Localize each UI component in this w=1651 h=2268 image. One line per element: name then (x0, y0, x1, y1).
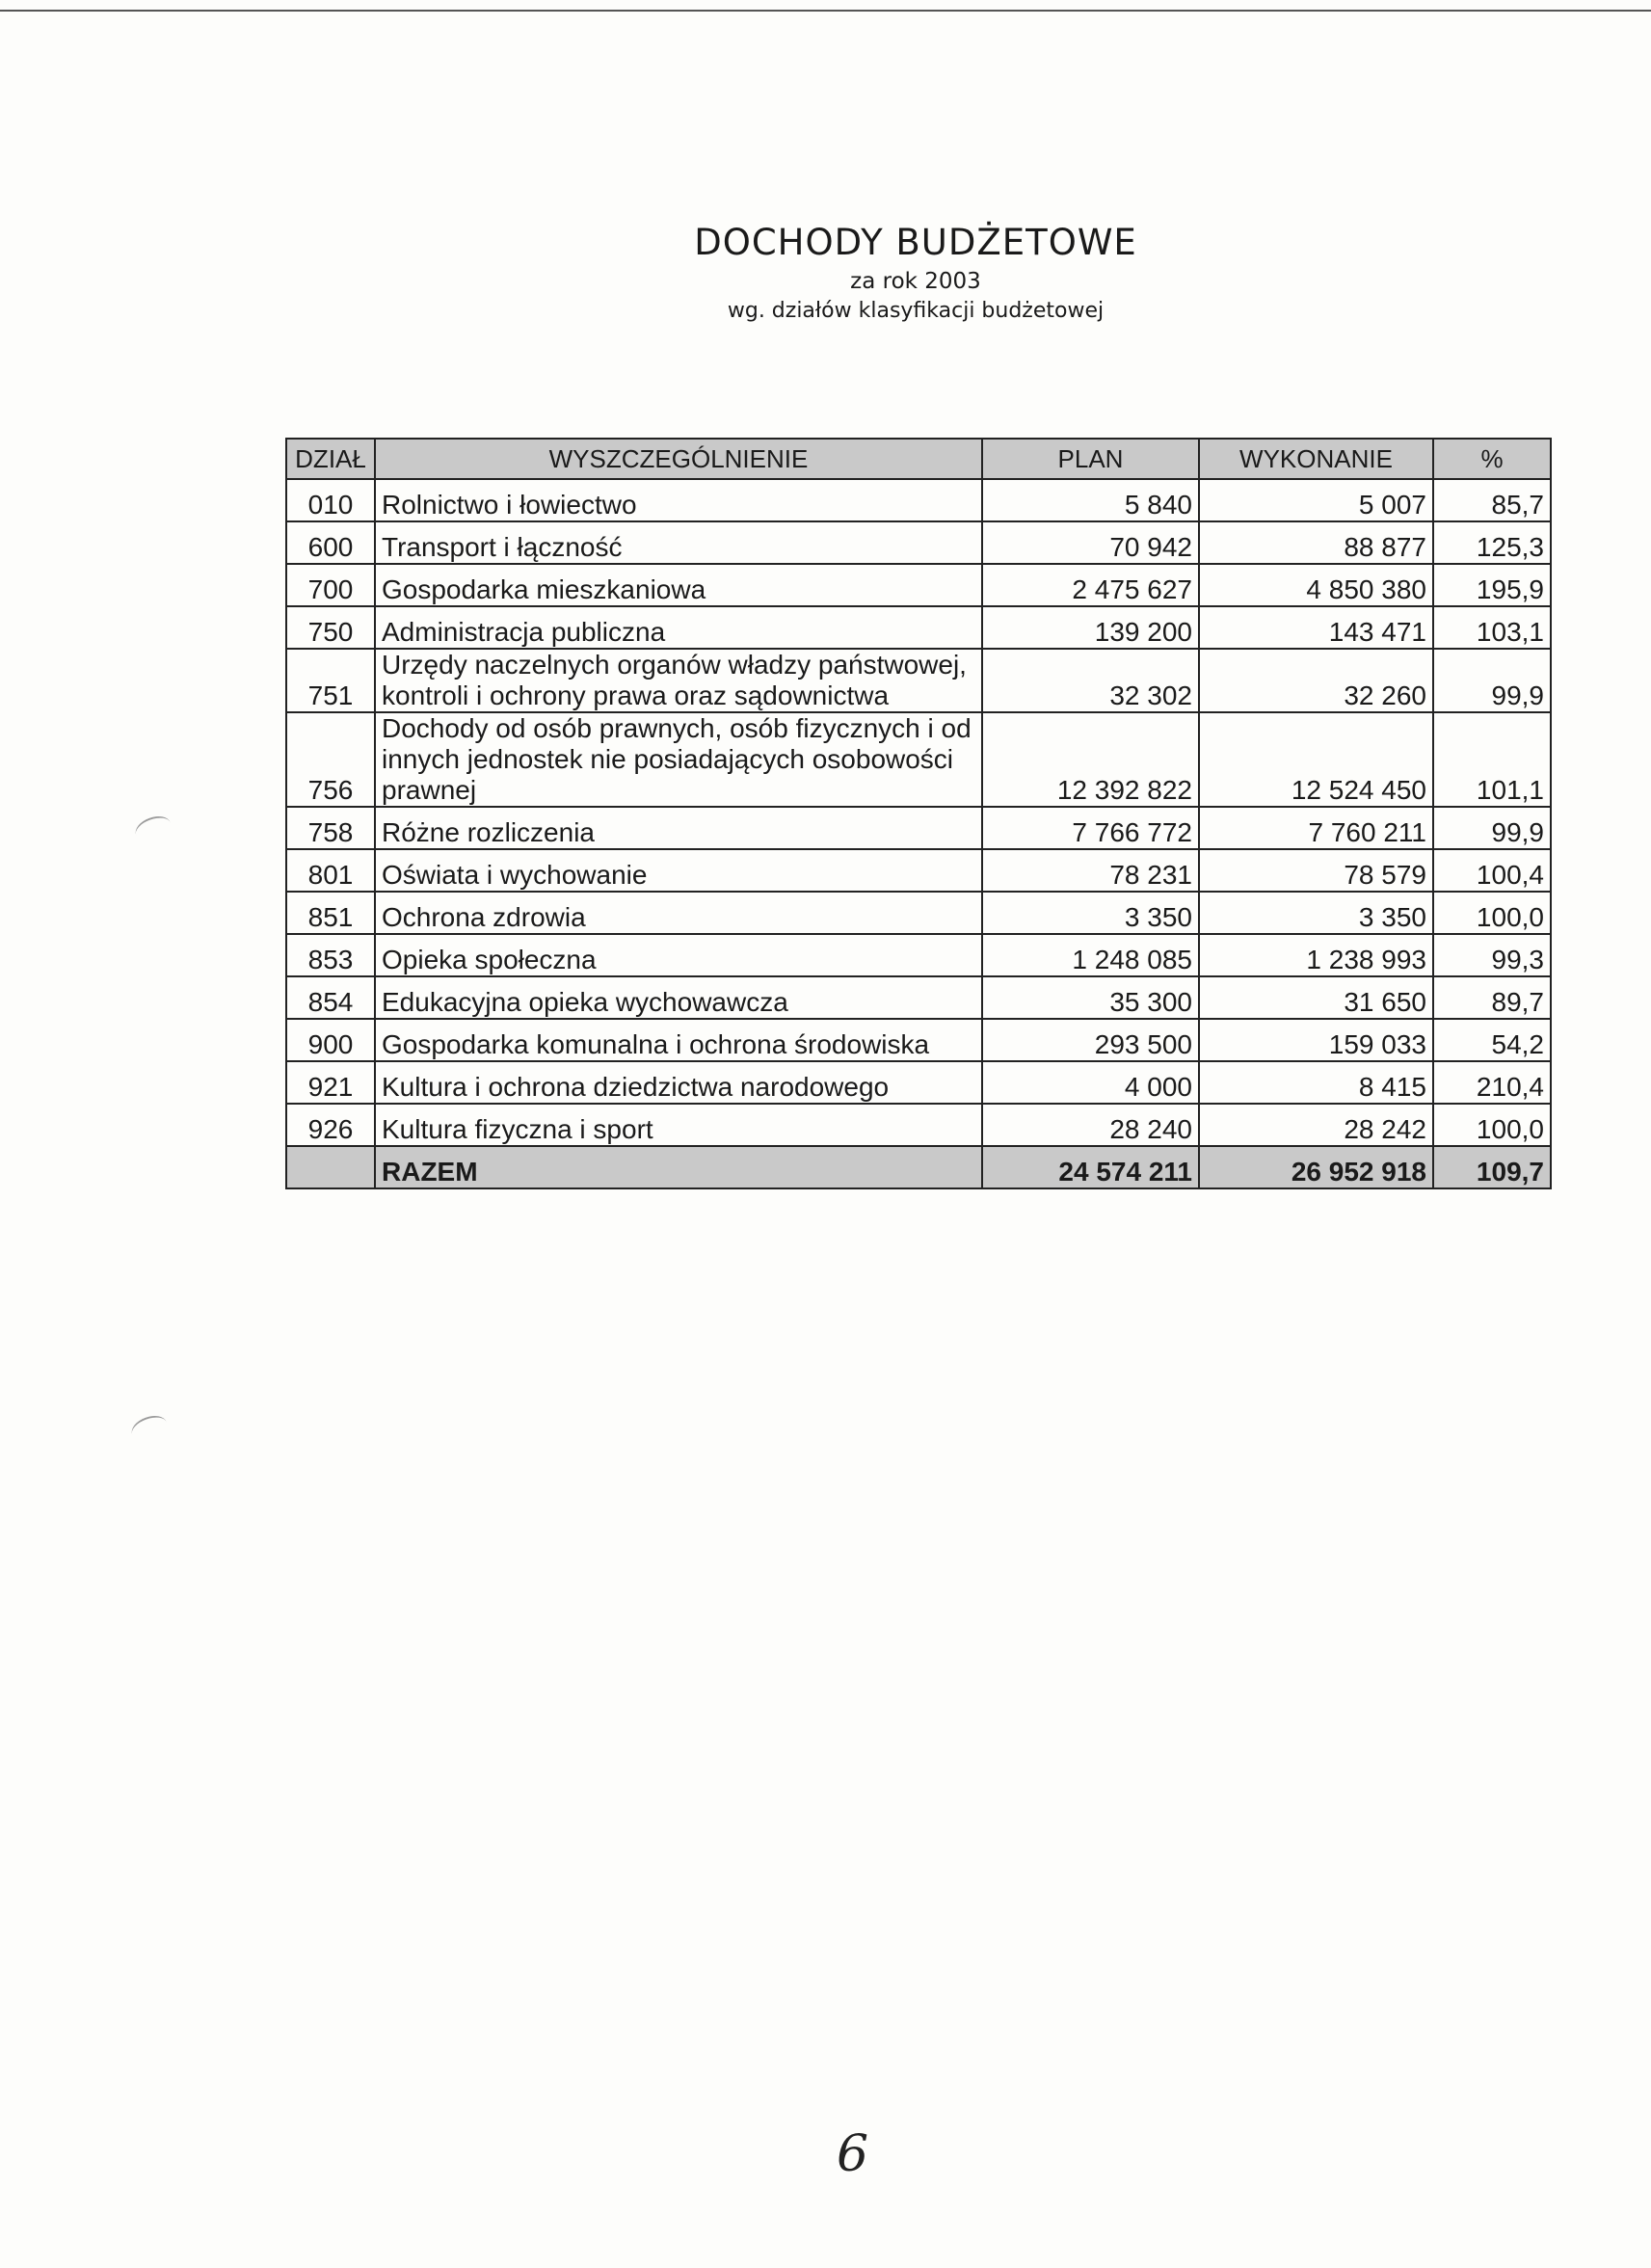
row-plan: 3 350 (982, 892, 1199, 934)
total-wykonanie: 26 952 918 (1199, 1146, 1433, 1188)
row-code: 801 (286, 849, 375, 892)
row-description: Ochrona zdrowia (375, 892, 982, 934)
document-heading (0, 220, 1651, 326)
total-row (286, 1146, 1551, 1188)
table-header-row (286, 439, 1551, 479)
document-title: DOCHODY BUDŻETOWE (694, 222, 1137, 263)
row-description: Różne rozliczenia (375, 807, 982, 849)
row-description: Edukacyjna opieka wychowawcza (375, 976, 982, 1019)
row-plan: 7 766 772 (982, 807, 1199, 849)
row-plan: 78 231 (982, 849, 1199, 892)
column-header-wykonanie: WYKONANIE (1199, 439, 1433, 479)
row-plan: 293 500 (982, 1019, 1199, 1061)
table-row (286, 976, 1551, 1019)
row-percent: 99,9 (1433, 649, 1551, 712)
row-plan: 32 302 (982, 649, 1199, 712)
row-code: 926 (286, 1104, 375, 1146)
table-row (286, 712, 1551, 807)
column-header-plan: PLAN (982, 439, 1199, 479)
row-percent: 100,0 (1433, 892, 1551, 934)
row-wykonanie: 159 033 (1199, 1019, 1433, 1061)
table-row (286, 849, 1551, 892)
row-percent: 210,4 (1433, 1061, 1551, 1104)
column-header-percent: % (1433, 439, 1551, 479)
row-code: 853 (286, 934, 375, 976)
row-description: Dochody od osób prawnych, osób fizycznych i od innych jednostek nie posiadających osobowości prawnej (375, 712, 982, 807)
row-wykonanie: 143 471 (1199, 606, 1433, 649)
row-wykonanie: 28 242 (1199, 1104, 1433, 1146)
row-description: Oświata i wychowanie (375, 849, 982, 892)
row-code: 854 (286, 976, 375, 1019)
table-row (286, 1061, 1551, 1104)
row-plan: 5 840 (982, 479, 1199, 521)
table-row (286, 934, 1551, 976)
row-wykonanie: 7 760 211 (1199, 807, 1433, 849)
scan-mark (128, 1411, 171, 1446)
row-code: 010 (286, 479, 375, 521)
row-wykonanie: 3 350 (1199, 892, 1433, 934)
table-row (286, 606, 1551, 649)
row-percent: 85,7 (1433, 479, 1551, 521)
row-plan: 4 000 (982, 1061, 1199, 1104)
table-row (286, 564, 1551, 606)
row-percent: 100,0 (1433, 1104, 1551, 1146)
row-wykonanie: 8 415 (1199, 1061, 1433, 1104)
row-percent: 195,9 (1433, 564, 1551, 606)
table-row (286, 1104, 1551, 1146)
table-row (286, 1019, 1551, 1061)
row-code: 751 (286, 649, 375, 712)
row-code: 851 (286, 892, 375, 934)
total-plan: 24 574 211 (982, 1146, 1199, 1188)
row-description: Gospodarka komunalna i ochrona środowiska (375, 1019, 982, 1061)
row-percent: 103,1 (1433, 606, 1551, 649)
row-percent: 89,7 (1433, 976, 1551, 1019)
scan-mark (132, 812, 174, 846)
row-wykonanie: 32 260 (1199, 649, 1433, 712)
row-plan: 35 300 (982, 976, 1199, 1019)
row-plan: 2 475 627 (982, 564, 1199, 606)
table-row (286, 479, 1551, 521)
top-rule (0, 10, 1651, 12)
row-wykonanie: 12 524 450 (1199, 712, 1433, 807)
row-description: Gospodarka mieszkaniowa (375, 564, 982, 606)
row-wykonanie: 78 579 (1199, 849, 1433, 892)
row-percent: 99,9 (1433, 807, 1551, 849)
row-wykonanie: 31 650 (1199, 976, 1433, 1019)
total-percent: 109,7 (1433, 1146, 1551, 1188)
row-percent: 101,1 (1433, 712, 1551, 807)
row-description: Urzędy naczelnych organów władzy państwowej, kontroli i ochrony prawa oraz sądownictwa (375, 649, 982, 712)
budget-table (285, 438, 1552, 1189)
table-row (286, 649, 1551, 712)
row-percent: 100,4 (1433, 849, 1551, 892)
row-code: 756 (286, 712, 375, 807)
table-body (286, 479, 1551, 1188)
row-code: 600 (286, 521, 375, 564)
row-code: 750 (286, 606, 375, 649)
row-wykonanie: 1 238 993 (1199, 934, 1433, 976)
table-row (286, 807, 1551, 849)
row-percent: 99,3 (1433, 934, 1551, 976)
row-wykonanie: 5 007 (1199, 479, 1433, 521)
row-code: 900 (286, 1019, 375, 1061)
row-description: Kultura i ochrona dziedzictwa narodowego (375, 1061, 982, 1104)
row-description: Kultura fizyczna i sport (375, 1104, 982, 1146)
row-plan: 12 392 822 (982, 712, 1199, 807)
document-subtitle: za rok 2003 (850, 269, 981, 294)
total-code (286, 1146, 375, 1188)
table-row (286, 521, 1551, 564)
column-header-wyszczegolnienie: WYSZCZEGÓLNIENIE (375, 439, 982, 479)
row-wykonanie: 88 877 (1199, 521, 1433, 564)
row-code: 758 (286, 807, 375, 849)
row-plan: 70 942 (982, 521, 1199, 564)
row-description: Opieka społeczna (375, 934, 982, 976)
row-wykonanie: 4 850 380 (1199, 564, 1433, 606)
page-number: 6 (837, 2125, 869, 2183)
row-description: Transport i łączność (375, 521, 982, 564)
table-row (286, 892, 1551, 934)
document-subtitle-classification: wg. działów klasyfikacji budżetowej (727, 299, 1105, 323)
row-percent: 54,2 (1433, 1019, 1551, 1061)
row-code: 921 (286, 1061, 375, 1104)
column-header-dzial: DZIAŁ (286, 439, 375, 479)
row-plan: 28 240 (982, 1104, 1199, 1146)
total-label: RAZEM (375, 1146, 982, 1188)
row-code: 700 (286, 564, 375, 606)
row-plan: 139 200 (982, 606, 1199, 649)
row-percent: 125,3 (1433, 521, 1551, 564)
row-description: Rolnictwo i łowiectwo (375, 479, 982, 521)
row-plan: 1 248 085 (982, 934, 1199, 976)
row-description: Administracja publiczna (375, 606, 982, 649)
